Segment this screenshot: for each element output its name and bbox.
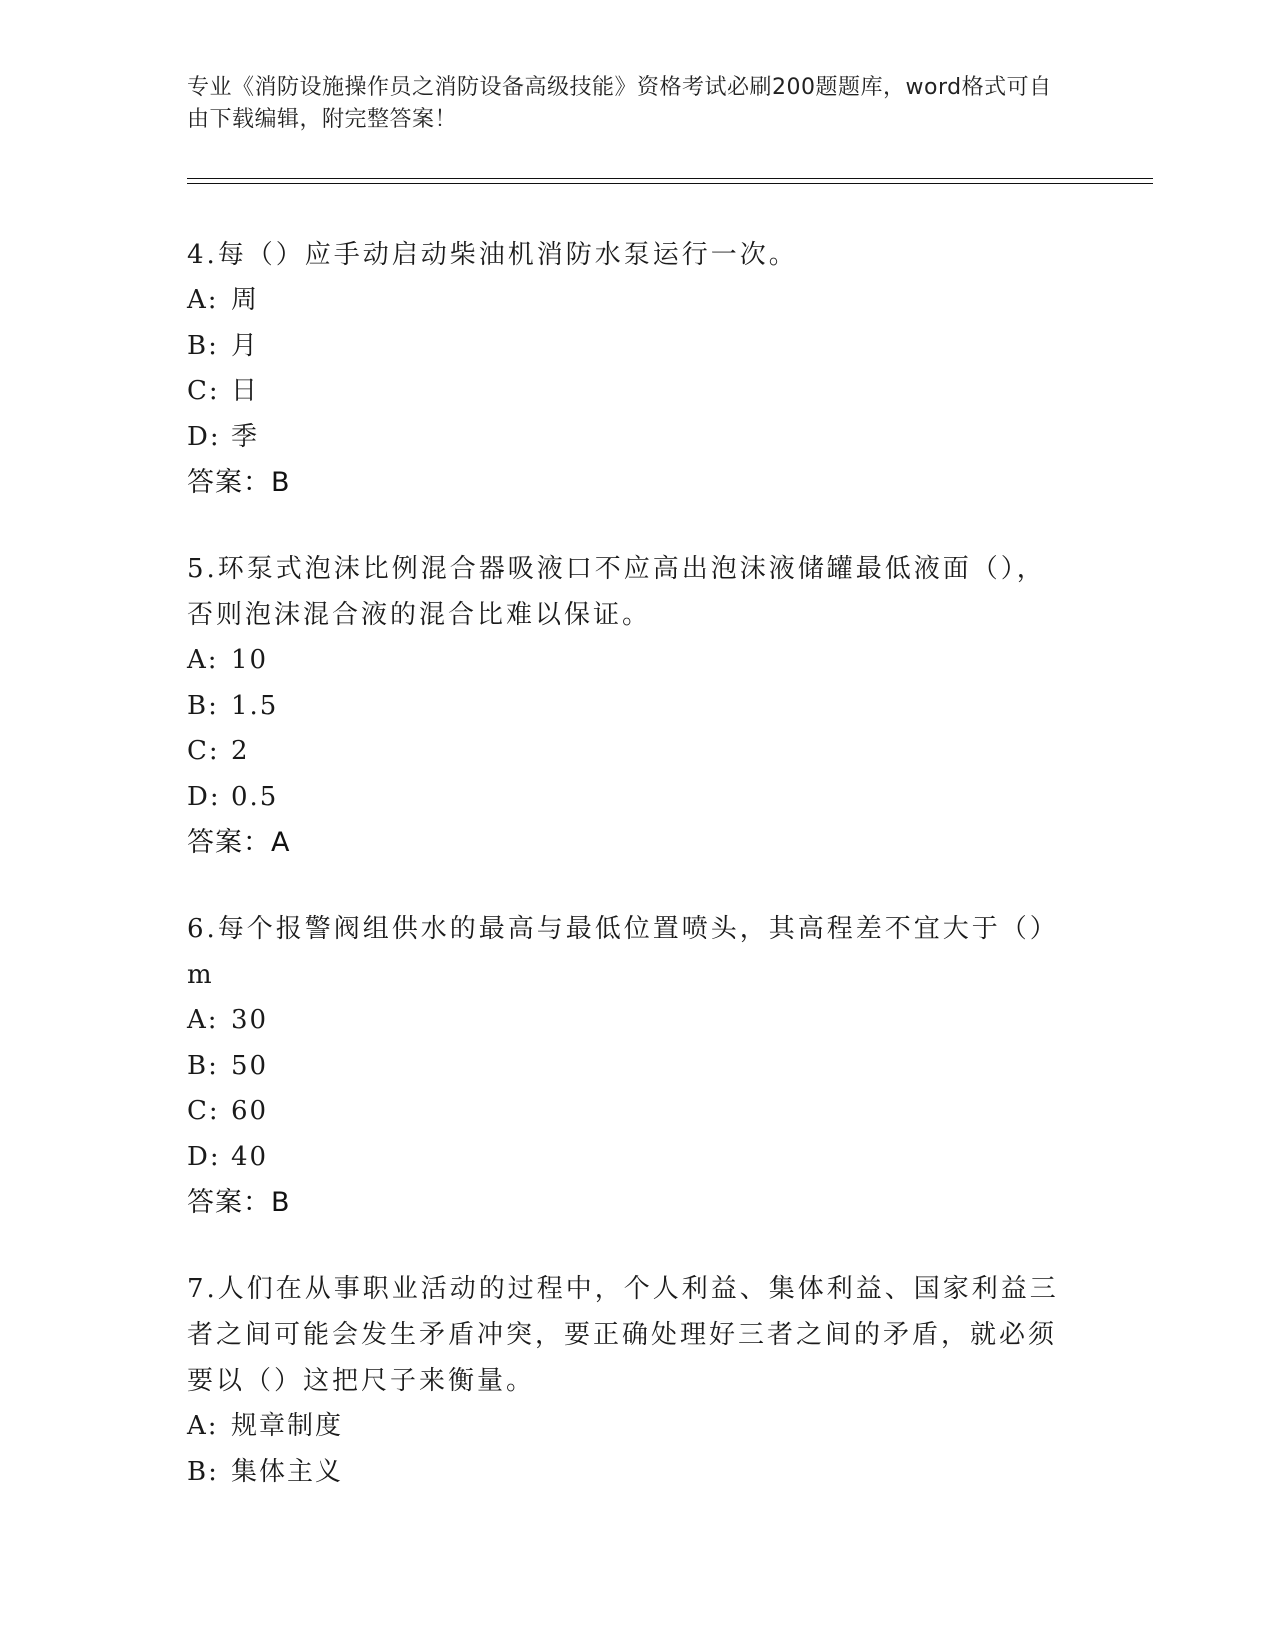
option-letter: D: xyxy=(187,421,221,452)
option-text: 周 xyxy=(231,285,260,315)
option-text: 0.5 xyxy=(231,781,279,812)
header-rule-top xyxy=(187,178,1153,179)
option-a xyxy=(187,278,1087,324)
answer-line: 答案：B xyxy=(187,1187,291,1218)
option-b xyxy=(187,324,1087,370)
question-6 xyxy=(187,906,1087,1225)
option-letter: B: xyxy=(187,1456,219,1487)
option-d xyxy=(187,1135,1087,1181)
question-list xyxy=(187,232,1087,1495)
option-letter: B: xyxy=(187,1050,219,1081)
option-text: 50 xyxy=(231,1050,269,1081)
option-d xyxy=(187,415,1087,461)
option-letter: C: xyxy=(187,1096,220,1126)
answer-line: 答案：B xyxy=(187,467,291,498)
option-letter: A: xyxy=(187,1411,219,1441)
option-text: 集体主义 xyxy=(231,1456,344,1487)
option-text: 日 xyxy=(231,376,260,406)
option-c xyxy=(187,1089,1087,1135)
option-letter: C: xyxy=(187,376,220,406)
option-letter: A: xyxy=(187,645,219,675)
option-text: 2 xyxy=(231,736,250,766)
question-stem: 5.环泵式泡沫比例混合器吸液口不应高出泡沫液储罐最低液面（），否则泡沫混合液的混合比难以保证。 xyxy=(187,554,1046,630)
option-text: 月 xyxy=(231,330,260,361)
option-letter: A: xyxy=(187,285,219,315)
document-header: 专业《消防设施操作员之消防设备高级技能》资格考试必刷200题题库，word格式可自由下载编辑，附完整答案！ xyxy=(187,75,1052,132)
option-b xyxy=(187,1450,1087,1496)
option-a xyxy=(187,998,1087,1044)
option-letter: A: xyxy=(187,1005,219,1035)
option-letter: B: xyxy=(187,330,219,361)
option-c xyxy=(187,369,1087,415)
option-a xyxy=(187,1404,1087,1450)
option-letter: D: xyxy=(187,781,221,812)
option-text: 季 xyxy=(231,421,260,452)
option-c xyxy=(187,729,1087,775)
option-b xyxy=(187,1044,1087,1090)
question-stem: 6.每个报警阀组供水的最高与最低位置喷头，其高程差不宜大于（）m xyxy=(187,914,1059,990)
answer-line: 答案：A xyxy=(187,827,291,858)
option-letter: D: xyxy=(187,1141,221,1172)
option-letter: B: xyxy=(187,690,219,721)
question-stem: 7.人们在从事职业活动的过程中，个人利益、集体利益、国家利益三者之间可能会发生矛盾冲突，要正确处理好三者之间的矛盾，就必须要以（）这把尺子来衡量。 xyxy=(187,1274,1059,1396)
header-rule-bottom xyxy=(187,183,1153,184)
option-letter: C: xyxy=(187,736,220,766)
question-4 xyxy=(187,232,1087,505)
option-text: 1.5 xyxy=(231,690,279,721)
question-5 xyxy=(187,546,1087,865)
option-text: 30 xyxy=(231,1005,269,1035)
option-b xyxy=(187,684,1087,730)
question-stem: 4.每（）应手动启动柴油机消防水泵运行一次。 xyxy=(187,240,798,270)
option-text: 规章制度 xyxy=(231,1411,344,1441)
option-a xyxy=(187,638,1087,684)
question-7 xyxy=(187,1266,1087,1495)
option-text: 40 xyxy=(231,1141,269,1172)
option-text: 60 xyxy=(231,1096,269,1126)
option-d xyxy=(187,775,1087,821)
option-text: 10 xyxy=(231,645,269,675)
